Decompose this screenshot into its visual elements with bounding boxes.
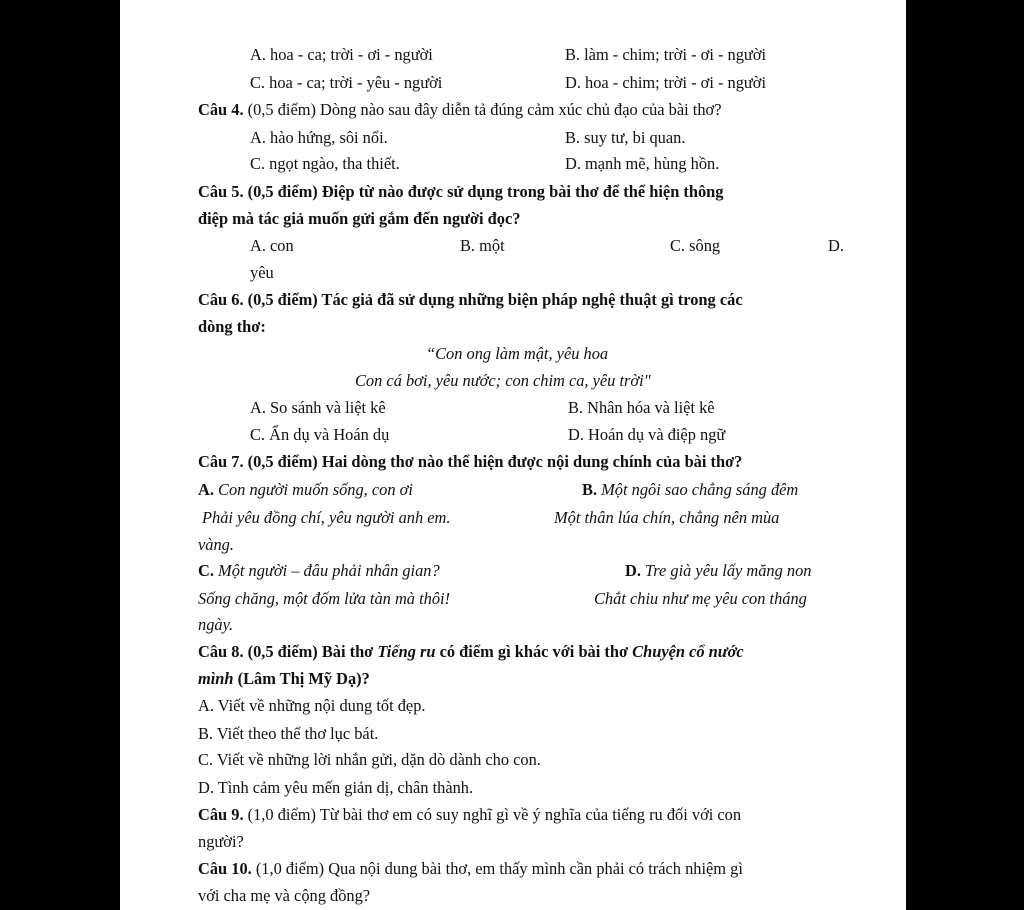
q7-option-c-line1 [198,561,440,581]
q4-text: (0,5 điểm) Dòng nào sau đây diễn tả đúng cảm xúc chủ đạo của bài thơ? [243,100,722,119]
q6-option-a: A. So sánh và liệt kê [250,398,386,417]
q4-option-b: B. suy tư, bi quan. [565,128,686,147]
q7-b-text: Một ngôi sao chẳng sáng đêm [597,480,799,499]
q7-option-d-line1 [625,561,812,581]
q7-option-a-line2: Phải yêu đồng chí, yêu người anh em. [202,508,451,527]
q8-option-b: B. Viết theo thể thơ lục bát. [198,724,379,743]
q10-text: (1,0 điểm) Qua nội dung bài thơ, em thấy mình cần phải có trách nhiệm gì [251,859,743,878]
q6-quote-line1: “Con ong làm mật, yêu hoa [426,344,609,363]
q10-question-line2: với cha mẹ và cộng đồng? [198,886,371,905]
q3-option-c: C. hoa - ca; trời - yêu - người [250,73,443,92]
q7-option-b-line2: Một thân lúa chín, chẳng nên mùa [554,508,780,527]
q7-option-b-line3: vàng. [198,535,234,554]
q7-c-text: Một người – đâu phải nhân gian? [213,561,440,580]
q5-option-d-continued: yêu [250,263,274,282]
q6-question-line2: dòng thơ: [198,317,266,336]
q8-question-line1 [198,642,744,662]
q5-question-line1: Câu 5. (0,5 điểm) Điệp từ nào được sử dụng trong bài thơ để thể hiện thông [198,182,724,201]
q5-option-c: C. sông [670,236,721,255]
q8-text-3: (Lâm Thị Mỹ Dạ)? [233,669,370,688]
q8-option-d: D. Tình cảm yêu mến giản dị, chân thành. [198,778,474,797]
q8-title-chuyen-co: Chuyện cổ nước [632,642,744,661]
q3-option-d: D. hoa - chim; trời - ơi - người [565,73,767,92]
q7-a-label: A. [198,480,214,499]
q8-text-1: Câu 8. (0,5 điểm) Bài thơ [198,642,378,661]
q4-option-a: A. hào hứng, sôi nổi. [250,128,388,147]
q4-label: Câu 4. [198,100,244,119]
q4-option-c: C. ngọt ngào, tha thiết. [250,154,400,173]
exam-page [120,0,906,910]
q7-question: Câu 7. (0,5 điểm) Hai dòng thơ nào thể hiện được nội dung chính của bài thơ? [198,452,743,471]
q7-a-text: Con người muốn sống, con ơi [213,480,413,499]
q7-option-b-line1 [582,480,798,500]
q7-d-text: Tre già yêu lấy măng non [640,561,812,580]
q8-option-c: C. Viết về những lời nhắn gửi, dặn dò dành cho con. [198,750,541,769]
q8-text-2: có điểm gì khác với bài thơ [435,642,633,661]
q6-option-b: B. Nhân hóa và liệt kê [568,398,715,417]
q5-question-line2: điệp mà tác giả muốn gửi gắm đến người đọc? [198,209,521,228]
q9-question-line2: người? [198,832,244,851]
q9-question-line1 [198,805,741,825]
q7-b-label: B. [582,480,598,499]
q10-label: Câu 10. [198,859,252,878]
q8-question-line2 [198,669,370,689]
q7-option-d-line2: Chắt chiu như mẹ yêu con tháng [594,589,807,608]
q8-title-tieng-ru: Tiếng ru [377,642,436,661]
q7-option-c-line2: Sống chăng, một đốm lửa tàn mà thôi! [198,589,451,608]
q6-option-c: C. Ẩn dụ và Hoán dụ [250,425,390,444]
q6-question-line1: Câu 6. (0,5 điểm) Tác giả đã sử dụng những biện pháp nghệ thuật gì trong các [198,290,743,309]
q5-option-b: B. một [460,236,505,255]
q6-option-d: D. Hoán dụ và điệp ngữ [568,425,726,444]
q7-option-a-line1 [198,480,413,500]
q10-question-line1 [198,859,743,879]
q5-option-d: D. [828,236,844,255]
q3-option-a: A. hoa - ca; trời - ơi - người [250,45,433,64]
q4-option-d: D. mạnh mẽ, hùng hồn. [565,154,720,173]
q3-option-b: B. làm - chim; trời - ơi - người [565,45,767,64]
q5-option-a: A. con [250,236,294,255]
q9-label: Câu 9. [198,805,244,824]
q8-option-a: A. Viết về những nội dung tốt đẹp. [198,696,426,715]
q7-c-label: C. [198,561,214,580]
q7-d-label: D. [625,561,641,580]
q4-question [198,100,721,120]
q9-text: (1,0 điểm) Từ bài thơ em có suy nghĩ gì về ý nghĩa của tiếng ru đối với con [243,805,742,824]
q6-quote-line2: Con cá bơi, yêu nước; con chim ca, yêu trời" [355,371,651,390]
q8-title-minh: mình [198,669,234,688]
q7-option-d-line3: ngày. [198,615,234,634]
